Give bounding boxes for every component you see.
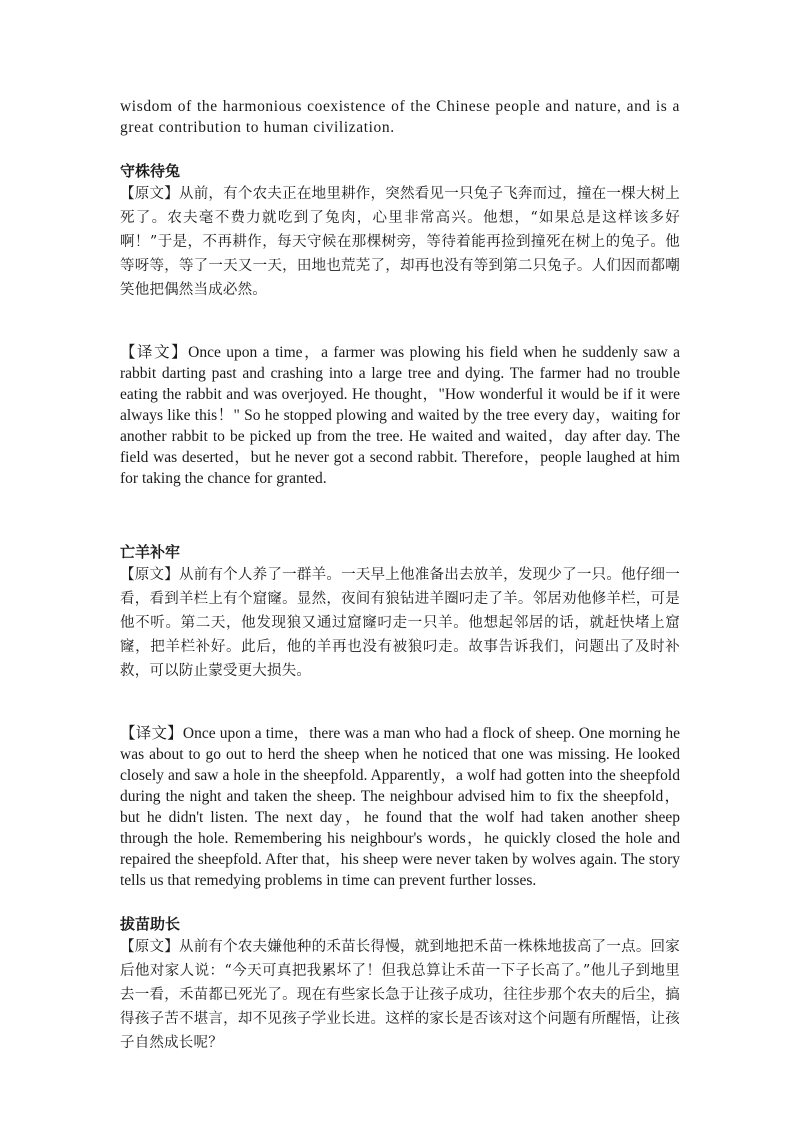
original-tag: 【原文】	[120, 939, 179, 955]
original-tag: 【原文】	[120, 186, 179, 202]
original-body: 从前有个农夫嫌他种的禾苗长得慢，就到地把禾苗一株株地拔高了一点。回家后他对家人说：“今天可真把我累坏了！但我总算让禾苗一下子长高了。”他儿子到地里去一看，禾苗都已死光了。现在有些家长急于让孩子成功，往往步那个农夫的后尘，搞得孩子苦不堪言，却不见孩子学业长进。这样的家长是否该对这个问题有所醒悟，让孩子自然成长呢？	[120, 939, 680, 1051]
original-text	[120, 935, 680, 1055]
translation-tag: 【译文】	[120, 725, 183, 742]
original-body: 从前有个人养了一群羊。一天早上他准备出去放羊，发现少了一只。他仔细一看，看到羊栏上有个窟窿。显然，夜间有狼钻进羊圈叼走了羊。邻居劝他修羊栏，可是他不听。第二天，他发现狼又通过窟窿叼走一只羊。他想起邻居的话，就赶快堵上窟窿，把羊栏补好。此后，他的羊再也没有被狼叼走。故事告诉我们，问题出了及时补救，可以防止蒙受更大损失。	[120, 567, 680, 679]
document-page	[120, 96, 680, 1055]
original-tag: 【原文】	[120, 567, 179, 583]
story-title: 守株待兔	[120, 162, 181, 180]
translation-text	[120, 342, 680, 489]
story-section	[120, 160, 680, 489]
translation-body: Once upon a time，there was a man who had a flock of sheep. One morning he was about to go out to herd the sheep when he noticed that one was missing. He looked closely and saw a hole in the sheepfold. Apparently，a wolf had gotten into the sheepfold during the night and taken the sheep. The neighbour advised him to fix the sheepfold，but he didn't listen. The next day，he found that the wolf had taken another sheep through the hole. Remembering his neighbour's words，he quickly closed the hole and repaired the sheepfold. After that，his sheep were never taken by wolves again. The story tells us that remedying problems in time can prevent further losses.	[120, 725, 680, 889]
original-text	[120, 563, 680, 683]
original-body: 从前，有个农夫正在地里耕作，突然看见一只兔子飞奔而过，撞在一棵大树上死了。农夫毫不费力就吃到了兔肉，心里非常高兴。他想，“如果总是这样该多好啊！”于是，不再耕作，每天守候在那棵树旁，等待着能再捡到撞死在树上的兔子。他等呀等，等了一天又一天，田地也荒芜了，却再也没有等到第二只兔子。人们因而都嘲笑他把偶然当成必然。	[120, 186, 680, 298]
intro-paragraph: wisdom of the harmonious coexistence of the Chinese people and nature, and is a great contribution to human civilization.	[120, 98, 680, 136]
translation-text	[120, 723, 680, 891]
translation-tag: 【译文】	[120, 344, 189, 361]
story-title: 拔苗助长	[120, 915, 181, 933]
story-section	[120, 913, 680, 1055]
original-text	[120, 182, 680, 302]
story-section	[120, 541, 680, 891]
story-title: 亡羊补牢	[120, 543, 181, 561]
translation-body: Once upon a time，a farmer was plowing his field when he suddenly saw a rabbit darting past and crashing into a large tree and dying. The farmer had no trouble eating the rabbit and was overjoyed. He thought，"How wonderful it would be if it were always like this！" So he stopped plowing and waited by the tree every day，waiting for another rabbit to be picked up from the tree. He waited and waited，day after day. The field was deserted，but he never got a second rabbit. Therefore，people laughed at him for taking the chance for granted.	[120, 344, 680, 487]
